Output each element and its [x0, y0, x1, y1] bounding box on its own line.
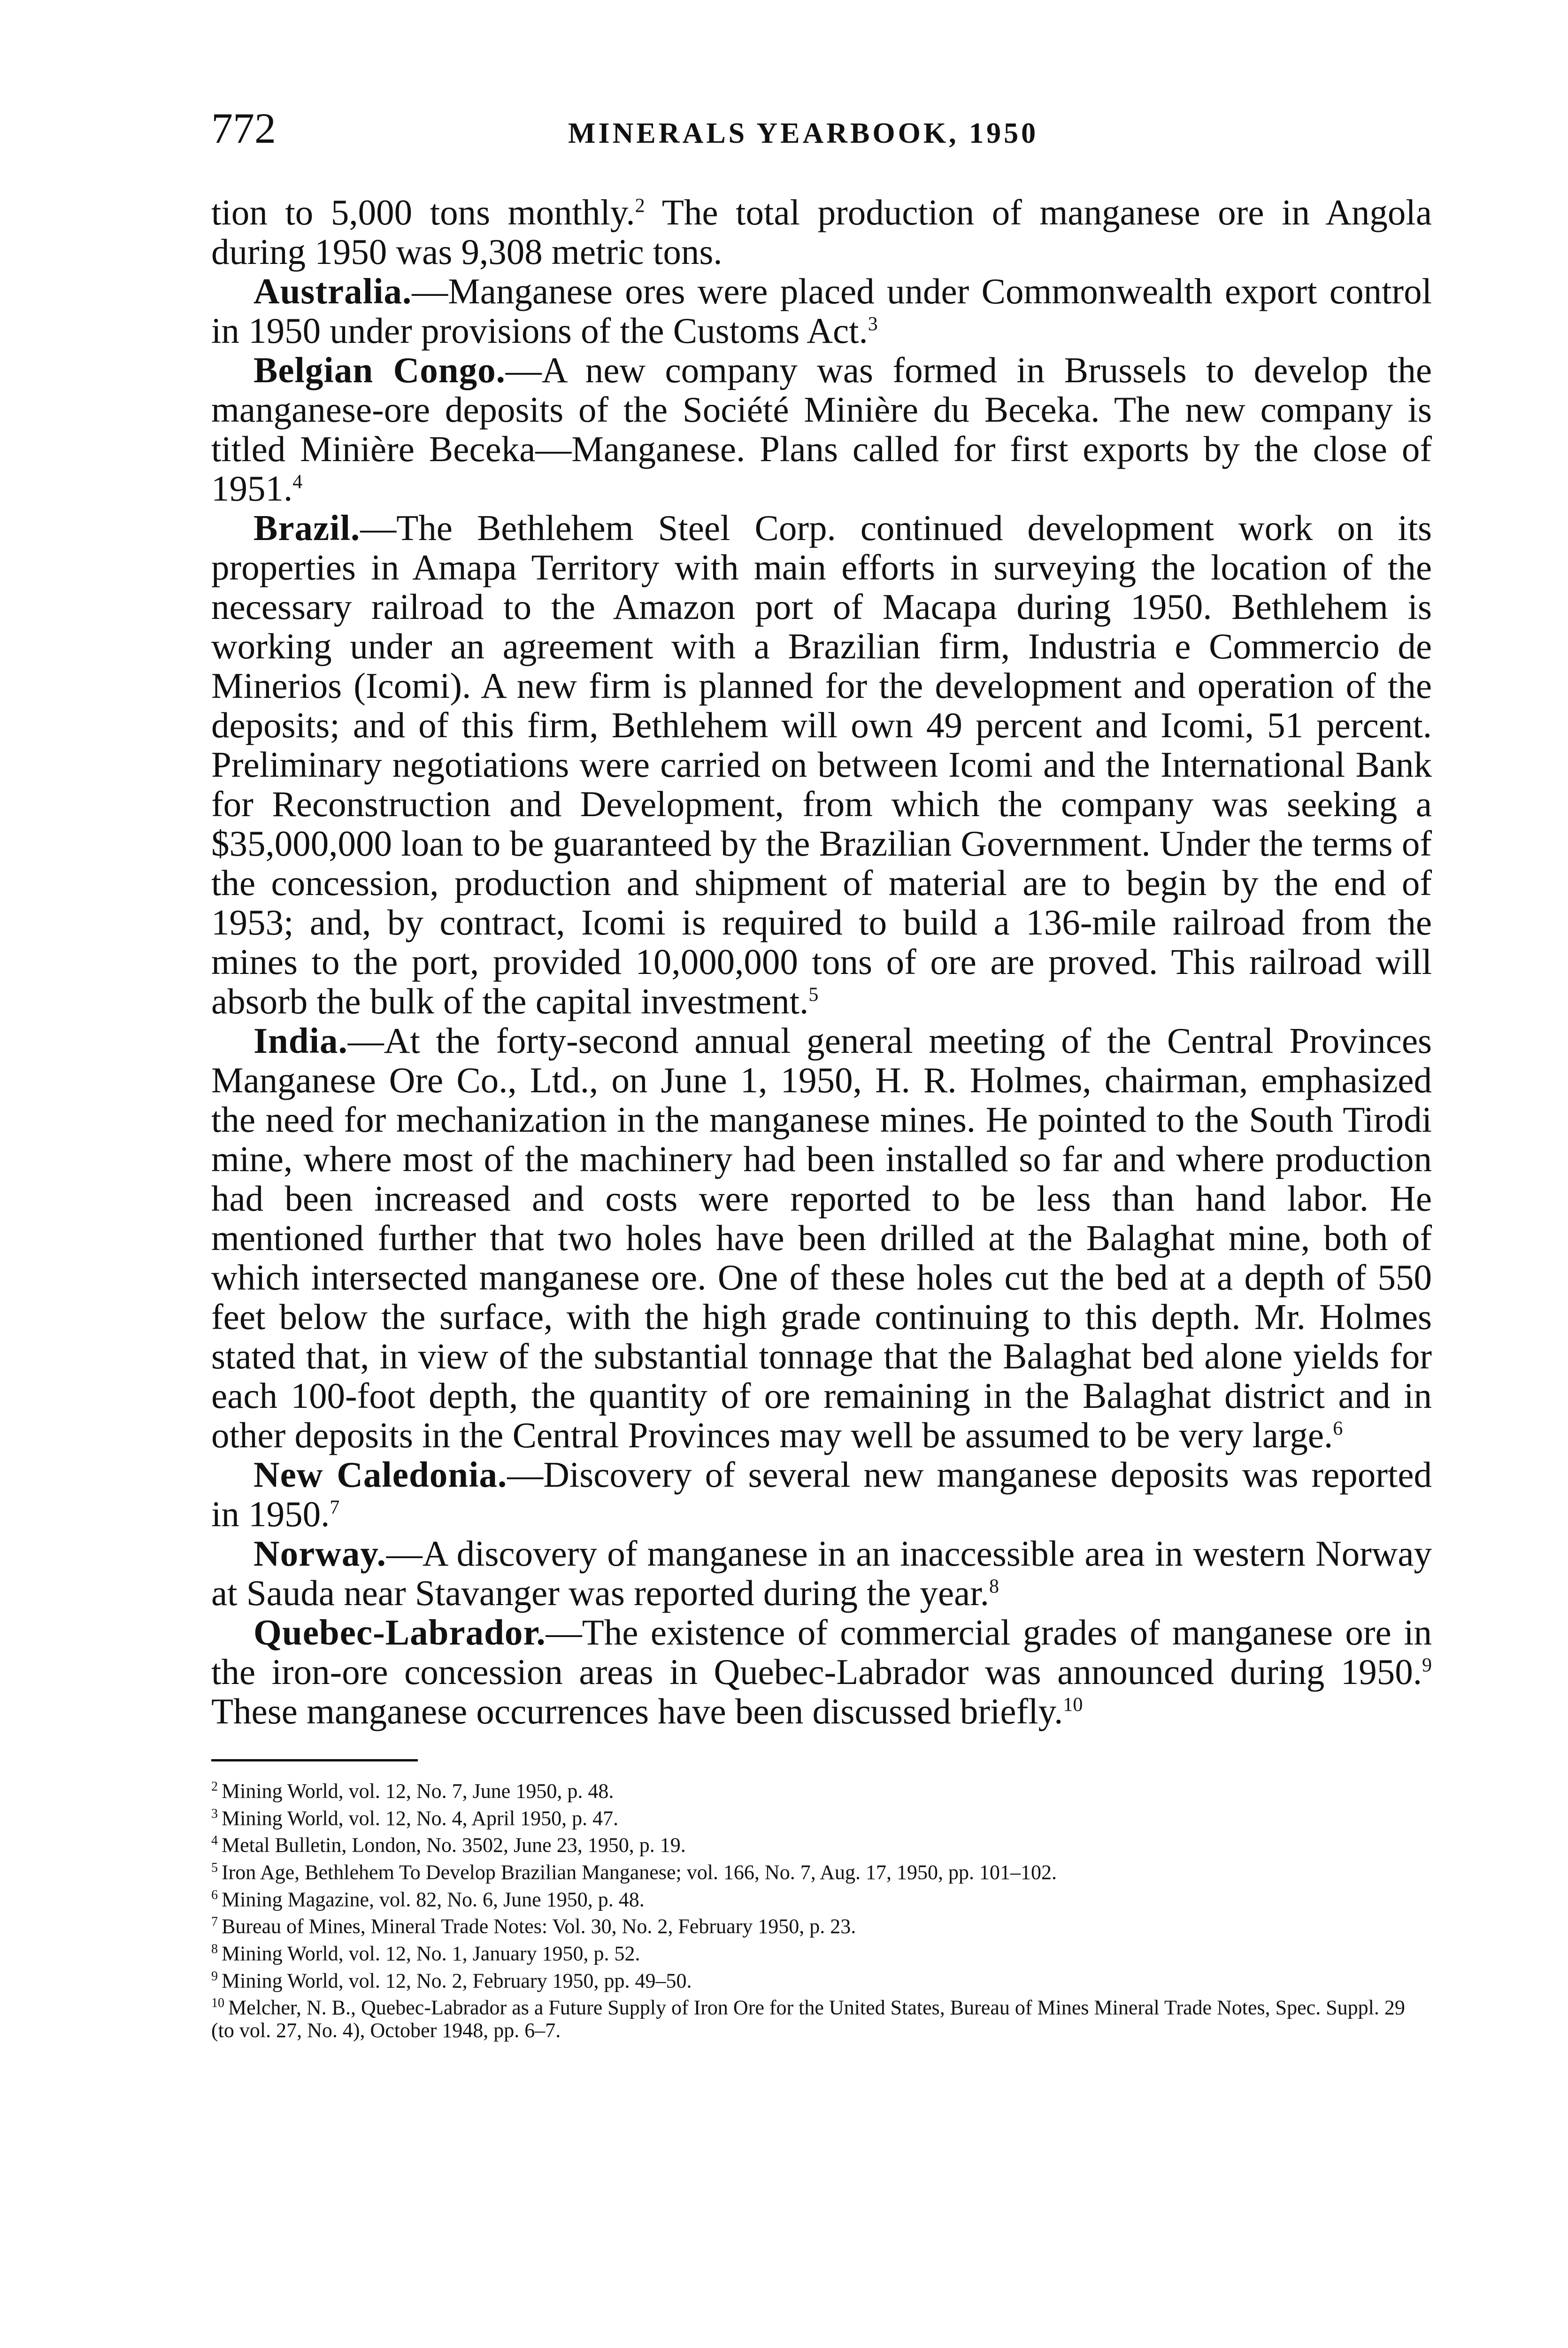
footnote-text: Mining World, vol. 12, No. 1, January 1950, p. 52. [222, 1942, 640, 1965]
paragraph-text: —Manganese ores were placed under Commonwealth export control in 1950 under provisions of the Customs Act. [211, 271, 1432, 351]
paragraph-australia [211, 271, 1432, 350]
footnote-text: Melcher, N. B., Quebec-Labrador as a Future Supply of Iron Ore for the United States, Bureau of Mines Mineral Trade Notes, Spec. Suppl. 29 (to vol. 27, No. 4), October 1948, pp. 6–7. [211, 1996, 1405, 2042]
section-lead: Quebec-Labrador. [254, 1612, 546, 1653]
page-number: 772 [211, 104, 276, 152]
page-header [211, 103, 1432, 160]
footnote [211, 1938, 1432, 1965]
section-lead: Australia. [254, 271, 412, 311]
footnote-mark: 2 [211, 1779, 218, 1794]
footnote [211, 1857, 1432, 1884]
footnote [211, 1803, 1432, 1830]
paragraph-text: —At the forty-second annual general meeting of the Central Provinces Manganese Ore Co., Ltd., on June 1, 1950, H. R. Holmes, chairman, emphasized the need for mechanization in the manganese mines. He pointed to the South Tirodi mine, where most of the machinery had been installed so far and where production had been increased and costs were reported to be less than hand labor. He mentioned further that two holes have been drilled at the Balaghat mine, both of which intersected manganese ore. One of these holes cut the bed at a depth of 550 feet below the surface, with the high grade continuing to this depth. Mr. Holmes stated that, in view of the substantial tonnage that the Balaghat bed alone yields for each 100-foot depth, the quantity of ore remaining in the Balaghat district and in other deposits in the Central Provinces may well be assumed to be very large. [211, 1020, 1432, 1455]
body-text [211, 193, 1432, 1731]
footnote-text: Mining World, vol. 12, No. 7, June 1950, p. 48. [222, 1779, 614, 1803]
footnote-ref: 7 [330, 1497, 340, 1519]
footnote [211, 1992, 1432, 2042]
footnote-text: Mining World, vol. 12, No. 4, April 1950, p. 47. [222, 1807, 619, 1830]
footnote-ref: 10 [1063, 1694, 1083, 1716]
paragraph-text: —A discovery of manganese in an inaccessible area in western Norway at Sauda near Stavanger was reported during the year. [211, 1533, 1432, 1613]
footnote-text: Bureau of Mines, Mineral Trade Notes: Vol. 30, No. 2, February 1950, p. 23. [222, 1915, 856, 1938]
section-lead: New Caledonia. [254, 1454, 507, 1495]
footnote-ref: 3 [868, 313, 878, 335]
paragraph-india [211, 1021, 1432, 1455]
footnotes [211, 1776, 1432, 2042]
footnote-ref: 4 [292, 471, 303, 493]
footnote [211, 1884, 1432, 1911]
footnote [211, 1911, 1432, 1938]
paragraph-text: —Discovery of several new manganese deposits was reported in 1950. [211, 1454, 1432, 1534]
footnote-text: Iron Age, Bethlehem To Develop Brazilian Manganese; vol. 166, No. 7, Aug. 17, 1950, pp. 101–102. [222, 1861, 1057, 1884]
footnote-mark: 10 [211, 1996, 224, 2011]
footnote-text: Mining Magazine, vol. 82, No. 6, June 1950, p. 48. [222, 1888, 645, 1911]
paragraph-text: The total production of manganese ore in Angola during 1950 was 9,308 metric tons. [211, 192, 1432, 272]
paragraph-text: —The existence of commercial grades of manganese ore in the iron-ore concession areas in Quebec-Labrador was announced during 1950. [211, 1612, 1432, 1692]
footnote-text: Metal Bulletin, London, No. 3502, June 23, 1950, p. 19. [222, 1833, 686, 1857]
section-lead: Brazil. [254, 508, 361, 548]
paragraph-text: —The Bethlehem Steel Corp. continued development work on its properties in Amapa Territory with main efforts in surveying the location of the necessary railroad to the Amazon port of Macapa during 1950. Bethlehem is working under an agreement with a Brazilian firm, Industria e Commercio de Minerios (Icomi). A new firm is planned for the development and operation of the deposits; and of this firm, Bethlehem will own 49 percent and Icomi, 51 percent. Preliminary negotiations were carried on between Icomi and the International Bank for Reconstruction and Development, from which the company was seeking a $35,000,000 loan to be guaranteed by the Brazilian Government. Under the terms of the concession, production and shipment of material are to begin by the end of 1953; and, by contract, Icomi is required to build a 136-mile railroad from the mines to the port, provided 10,000,000 tons of ore are proved. This railroad will absorb the bulk of the capital investment. [211, 508, 1432, 1021]
footnote-mark: 8 [211, 1941, 218, 1956]
paragraph-text: —A new company was formed in Brussels to develop the manganese-ore deposits of the Société Minière du Beceka. The new company is titled Minière Beceka—Manganese. Plans called for first exports by the close of 1951. [211, 350, 1432, 509]
footnote-mark: 4 [211, 1833, 218, 1848]
paragraph-belgian-congo [211, 350, 1432, 508]
footnote-rule [211, 1759, 418, 1761]
paragraph-text: tion to 5,000 tons monthly. [211, 192, 635, 232]
paragraph-angola [211, 193, 1432, 271]
footnote-mark: 3 [211, 1806, 218, 1821]
footnote-mark: 5 [211, 1860, 218, 1875]
footnote-ref: 2 [635, 195, 645, 217]
footnote-mark: 6 [211, 1887, 218, 1902]
section-lead: India. [254, 1020, 348, 1061]
footnote-text: Mining World, vol. 12, No. 2, February 1950, pp. 49–50. [222, 1969, 692, 1993]
paragraph-new-caledonia [211, 1455, 1432, 1534]
paragraph-norway [211, 1534, 1432, 1613]
footnote-ref: 6 [1333, 1418, 1343, 1440]
paragraph-quebec-labrador [211, 1613, 1432, 1731]
paragraph-brazil [211, 508, 1432, 1021]
paragraph-text: These manganese occurrences have been discussed briefly. [211, 1691, 1063, 1731]
section-lead: Belgian Congo. [254, 350, 506, 390]
footnote-ref: 5 [808, 984, 819, 1006]
footnote-ref: 9 [1422, 1654, 1432, 1676]
footnote-mark: 7 [211, 1915, 218, 1930]
footnote [211, 1965, 1432, 1993]
footnote-mark: 9 [211, 1969, 218, 1984]
running-head: MINERALS YEARBOOK, 1950 [568, 117, 1039, 149]
section-lead: Norway. [254, 1533, 386, 1574]
footnote [211, 1830, 1432, 1857]
footnote-ref: 8 [989, 1576, 999, 1598]
footnote [211, 1776, 1432, 1803]
